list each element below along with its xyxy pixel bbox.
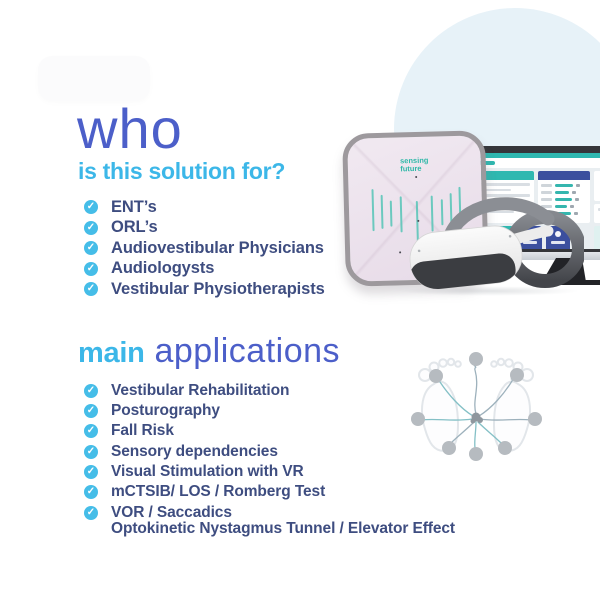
who-title: who (77, 97, 183, 160)
list-item-label: Audiologysts (111, 259, 215, 277)
check-icon: ✓ (84, 262, 98, 276)
check-icon: ✓ (84, 485, 98, 499)
who-list (84, 197, 325, 300)
check-icon: ✓ (84, 200, 98, 214)
list-item-label: Audiovestibular Physicians (111, 238, 324, 257)
posturography-diagram (388, 336, 570, 472)
list-item (84, 238, 325, 258)
list-item (84, 279, 325, 299)
platform-sensor-line (371, 190, 374, 232)
applications-title (78, 332, 340, 371)
list-item (84, 422, 325, 442)
list-item-label: Vestibular Rehabilitation (111, 381, 290, 399)
check-icon: ✓ (84, 241, 98, 255)
check-icon: ✓ (84, 282, 98, 296)
platform-logo: sensing future (399, 155, 429, 174)
list-item-label: mCTSIB/ LOS / Romberg Test (111, 483, 326, 501)
applications-list (84, 381, 325, 523)
list-item (84, 442, 325, 462)
list-item (84, 482, 325, 502)
applications-title-light: applications (144, 332, 341, 370)
applications-title-bold: main (78, 337, 145, 369)
list-item-label: Visual Stimulation with VR (111, 463, 304, 481)
list-item-label: Vestibular Physiotherapists (111, 279, 325, 298)
check-icon: ✓ (84, 221, 98, 235)
list-item (84, 259, 325, 279)
list-item (84, 462, 325, 482)
check-icon: ✓ (84, 445, 98, 459)
panel-header (538, 171, 590, 180)
dashboard-feet-card (594, 226, 600, 249)
list-item (84, 381, 325, 401)
decorative-card (38, 56, 150, 101)
list-continuation-line: Optokinetic Nystagmus Tunnel / Elevator Effect (111, 520, 455, 537)
platform-sensor-line (381, 195, 384, 229)
check-icon: ✓ (84, 384, 98, 398)
check-icon: ✓ (84, 404, 98, 418)
list-item (84, 218, 325, 238)
platform-sensor-line (390, 201, 393, 227)
list-item-label: ORL’s (111, 218, 158, 236)
list-item-label: Fall Risk (111, 422, 174, 440)
headset-body (405, 223, 525, 295)
list-item-label: Posturography (111, 402, 220, 420)
vr-headset (396, 191, 584, 299)
list-item-label: Sensory dependencies (111, 442, 278, 460)
check-icon: ✓ (84, 506, 98, 520)
list-item (84, 401, 325, 421)
list-item-label: VOR / Saccadics (111, 503, 232, 521)
who-subtitle: is this solution for? (78, 158, 286, 184)
list-item-label: ENT’s (111, 197, 157, 216)
check-icon: ✓ (84, 424, 98, 438)
dashboard-side-card (594, 204, 600, 223)
list-item (84, 197, 325, 217)
check-icon: ✓ (84, 465, 98, 479)
platform-marker-dot (415, 176, 417, 178)
dashboard-profile-card (594, 171, 600, 201)
